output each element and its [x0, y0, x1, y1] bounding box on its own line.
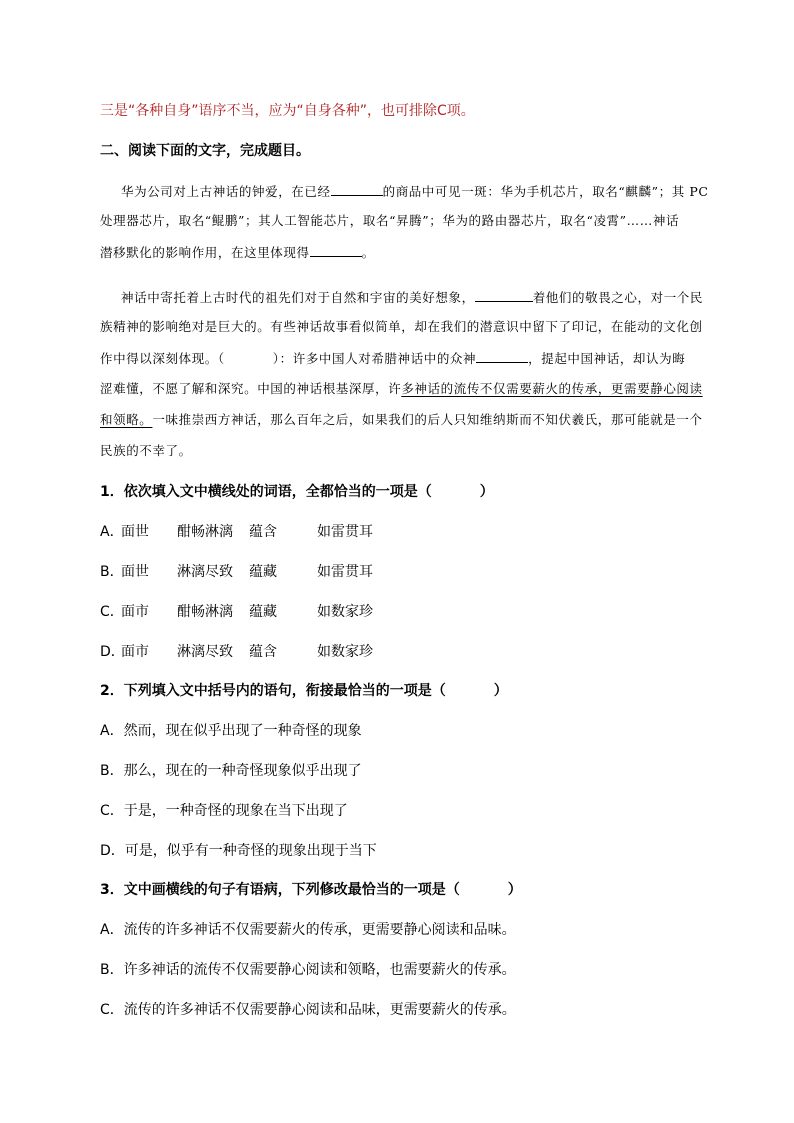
option-c: C．流传的许多神话不仅需要静心阅读和品味，更需要薪火的传承。 — [100, 1002, 516, 1018]
passage-line: 族精神的影响绝对是巨大的。有些神话故事看似简单，却在我们的潜意识中留下了印记，在能动的文化创 — [100, 319, 703, 334]
underlined-sentence: 多神话的流传不仅需要薪火的传承，更需要静心阅读 — [401, 381, 703, 396]
option-b: B．许多神话的流传不仅需要静心阅读和领略，也需要薪火的传承。 — [100, 962, 516, 978]
fill-blank — [476, 348, 528, 363]
option-a: A．流传的许多神话不仅需要薪火的传承，更需要静心阅读和品味。 — [100, 922, 516, 938]
question-stem: 2．下列填入文中括号内的语句，衔接最恰当的一项是（ ） — [100, 683, 508, 699]
option-b: B．面世 淋漓尽致 蕴藏 如雷贯耳 — [100, 564, 373, 580]
passage-line: 潜移默化的影响作用，在这里体现得 。 — [100, 242, 375, 263]
option-d: D．可是，似乎有一种奇怪的现象出现于当下 — [100, 843, 377, 859]
underlined-sentence: 和领略。 — [100, 412, 153, 427]
answer-note-text: 三是“各种自身”语序不当，应为“自身各种”，也可排除C项。 — [100, 103, 475, 119]
passage-line: 涩难懂，不愿了解和深究。中国的神话根基深厚，许多神话的流传不仅需要薪火的传承，更需要静心阅读 — [100, 381, 703, 396]
passage-line: 华为公司对上古神话的钟爱，在已经 的商品中可见一斑：华为手机芯片，取名“麒麟”；其 PC — [121, 181, 709, 202]
fill-blank — [310, 242, 362, 257]
passage-line: 神话中寄托着上古时代的祖先们对于自然和宇宙的美好想象， 着他们的敬畏之心，对一个民 — [121, 287, 703, 308]
option-c: C．于是，一种奇怪的现象在当下出现了 — [100, 803, 348, 819]
passage-line: 和领略。一味推崇西方神话，那么百年之后，如果我们的后人只知维纳斯而不知伏羲氏，那可能就是一个 — [100, 412, 703, 427]
fill-blank — [475, 287, 533, 302]
answer-note — [100, 101, 475, 121]
question-stem: 1．依次填入文中横线处的词语，全都恰当的一项是（ ） — [100, 484, 494, 500]
option-d: D．面市 淋漓尽致 蕴含 如数家珍 — [100, 644, 373, 660]
option-b: B．那么，现在的一种奇怪现象似乎出现了 — [100, 763, 362, 779]
passage-line: 民族的不幸了。 — [100, 443, 192, 458]
fill-blank — [331, 181, 383, 196]
passage-line: 处理器芯片，取名“鲲鹏”；其人工智能芯片，取名“昇腾”；华为的路由器芯片，取名“凌霄”……神话 — [100, 213, 680, 228]
question-stem: 3．文中画横线的句子有语病，下列修改最恰当的一项是（ ） — [100, 882, 522, 898]
passage-line: 作中得以深刻体现。（ ）：许多中国人对希腊神话中的众神 ，提起中国神话，却认为晦 — [100, 348, 685, 369]
section-title: 二、阅读下面的文字，完成题目。 — [100, 143, 310, 159]
option-c: C．面市 酣畅淋漓 蕴藏 如数家珍 — [100, 604, 373, 620]
option-a: A．然而，现在似乎出现了一种奇怪的现象 — [100, 723, 362, 739]
option-a: A．面世 酣畅淋漓 蕴含 如雷贯耳 — [100, 524, 373, 540]
